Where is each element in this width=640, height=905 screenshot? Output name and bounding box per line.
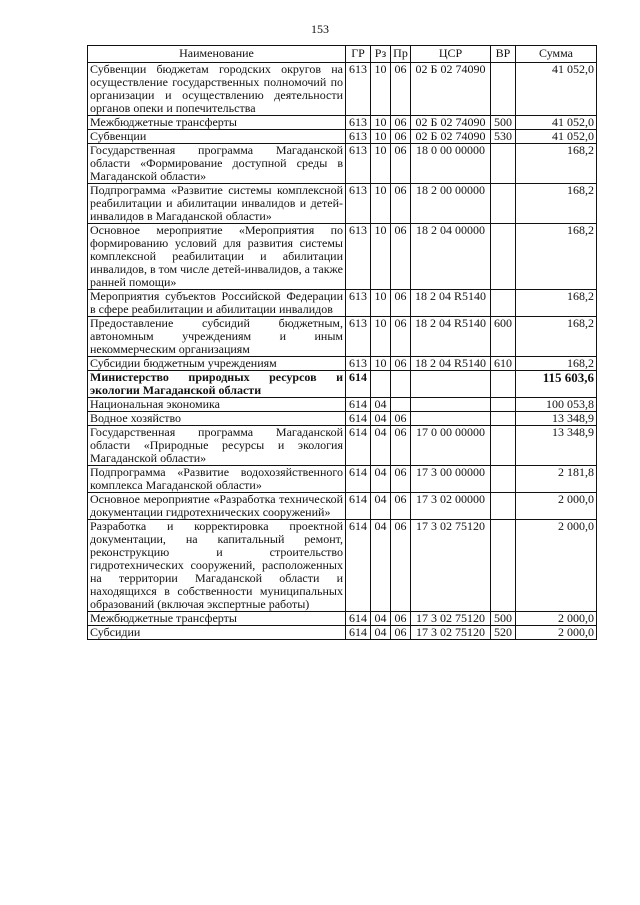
- cell-vr: [491, 184, 516, 224]
- cell-sum: 13 348,9: [516, 426, 597, 466]
- cell-rz: 10: [371, 290, 391, 317]
- table-row: [88, 130, 597, 144]
- cell-name: Субвенции: [88, 130, 346, 144]
- cell-rz: 10: [371, 317, 391, 357]
- cell-gr: 614: [346, 626, 371, 640]
- cell-name: Межбюджетные трансферты: [88, 116, 346, 130]
- table-row: [88, 63, 597, 116]
- cell-name: Субсидии: [88, 626, 346, 640]
- cell-csr: 02 Б 02 74090: [411, 116, 491, 130]
- cell-vr: [491, 144, 516, 184]
- cell-name: Мероприятия субъектов Российской Федерации в сфере реабилитации и абилитации инвалидов: [88, 290, 346, 317]
- cell-name: Подпрограмма «Развитие водохозяйственного комплекса Магаданской области»: [88, 466, 346, 493]
- cell-rz: [371, 371, 391, 398]
- cell-rz: 04: [371, 398, 391, 412]
- cell-sum: 100 053,8: [516, 398, 597, 412]
- table-row: [88, 626, 597, 640]
- cell-pr: 06: [391, 626, 411, 640]
- cell-csr: 18 0 00 00000: [411, 144, 491, 184]
- cell-rz: 10: [371, 184, 391, 224]
- cell-vr: [491, 63, 516, 116]
- cell-csr: 17 3 02 75120: [411, 612, 491, 626]
- cell-sum: 2 000,0: [516, 626, 597, 640]
- table-header-row: [88, 46, 597, 63]
- cell-csr: 17 3 02 75120: [411, 626, 491, 640]
- cell-gr: 613: [346, 290, 371, 317]
- cell-vr: [491, 412, 516, 426]
- table-row: [88, 116, 597, 130]
- cell-vr: 610: [491, 357, 516, 371]
- cell-vr: [491, 426, 516, 466]
- cell-gr: 613: [346, 63, 371, 116]
- cell-rz: 04: [371, 426, 391, 466]
- cell-name: Разработка и корректировка проектной документации, на капитальный ремонт, реконструкцию и строительство гидротехнических сооружений, расположенных на территории Магаданской области и находящихся в собственности муниципальных образований (включая экспертные работы): [88, 520, 346, 612]
- cell-sum: 13 348,9: [516, 412, 597, 426]
- table-row: [88, 357, 597, 371]
- cell-csr: 02 Б 02 74090: [411, 63, 491, 116]
- cell-rz: 04: [371, 493, 391, 520]
- table-row: [88, 466, 597, 493]
- cell-rz: 10: [371, 63, 391, 116]
- cell-rz: 10: [371, 357, 391, 371]
- cell-rz: 10: [371, 130, 391, 144]
- col-header-sum: Сумма: [516, 46, 597, 63]
- cell-gr: 614: [346, 412, 371, 426]
- cell-sum: 168,2: [516, 357, 597, 371]
- cell-sum: 41 052,0: [516, 116, 597, 130]
- cell-sum: 168,2: [516, 290, 597, 317]
- col-header-vr: ВР: [491, 46, 516, 63]
- cell-rz: 10: [371, 224, 391, 290]
- cell-sum: 2 000,0: [516, 493, 597, 520]
- cell-pr: 06: [391, 426, 411, 466]
- cell-pr: 06: [391, 612, 411, 626]
- cell-pr: 06: [391, 116, 411, 130]
- budget-table: [87, 45, 597, 640]
- table-row: [88, 612, 597, 626]
- table-row: [88, 398, 597, 412]
- cell-rz: 10: [371, 116, 391, 130]
- cell-gr: 613: [346, 224, 371, 290]
- cell-gr: 613: [346, 116, 371, 130]
- cell-gr: 613: [346, 317, 371, 357]
- cell-vr: [491, 290, 516, 317]
- cell-vr: 500: [491, 116, 516, 130]
- cell-name: Подпрограмма «Развитие системы комплексной реабилитации и абилитации инвалидов и детей-инвалидов в Магаданской области»: [88, 184, 346, 224]
- cell-sum: 2 000,0: [516, 612, 597, 626]
- cell-csr: 17 3 00 00000: [411, 466, 491, 493]
- cell-gr: 614: [346, 520, 371, 612]
- cell-gr: 614: [346, 371, 371, 398]
- table-row: [88, 224, 597, 290]
- cell-vr: [491, 520, 516, 612]
- cell-csr: 18 2 04 R5140: [411, 357, 491, 371]
- cell-vr: [491, 466, 516, 493]
- cell-vr: 520: [491, 626, 516, 640]
- table-row: [88, 144, 597, 184]
- cell-pr: 06: [391, 466, 411, 493]
- cell-sum: 41 052,0: [516, 63, 597, 116]
- cell-name: Субвенции бюджетам городских округов на осуществление государственных полномочий по организации и осуществлению деятельности органов опеки и попечительства: [88, 63, 346, 116]
- cell-rz: 10: [371, 144, 391, 184]
- cell-vr: [491, 493, 516, 520]
- cell-gr: 614: [346, 493, 371, 520]
- cell-csr: 18 2 04 R5140: [411, 317, 491, 357]
- cell-csr: [411, 371, 491, 398]
- cell-gr: 614: [346, 398, 371, 412]
- table-row: [88, 317, 597, 357]
- table-row: [88, 493, 597, 520]
- cell-gr: 614: [346, 612, 371, 626]
- cell-name: Водное хозяйство: [88, 412, 346, 426]
- cell-csr: [411, 398, 491, 412]
- cell-pr: 06: [391, 144, 411, 184]
- cell-vr: 600: [491, 317, 516, 357]
- cell-sum: 168,2: [516, 317, 597, 357]
- cell-pr: [391, 371, 411, 398]
- cell-name: Национальная экономика: [88, 398, 346, 412]
- cell-csr: 17 0 00 00000: [411, 426, 491, 466]
- table-row: [88, 412, 597, 426]
- cell-sum: 168,2: [516, 144, 597, 184]
- cell-rz: 04: [371, 626, 391, 640]
- cell-csr: [411, 412, 491, 426]
- cell-pr: 06: [391, 224, 411, 290]
- cell-pr: 06: [391, 412, 411, 426]
- cell-sum: 168,2: [516, 184, 597, 224]
- cell-name: Предоставление субсидий бюджетным, автономным учреждениям и иным некоммерческим организациям: [88, 317, 346, 357]
- cell-vr: [491, 224, 516, 290]
- cell-rz: 04: [371, 612, 391, 626]
- table-row: [88, 426, 597, 466]
- cell-name: Субсидии бюджетным учреждениям: [88, 357, 346, 371]
- col-header-gr: ГР: [346, 46, 371, 63]
- cell-gr: 613: [346, 130, 371, 144]
- cell-pr: 06: [391, 130, 411, 144]
- table-row: [88, 290, 597, 317]
- cell-vr: [491, 371, 516, 398]
- page-number: 153: [311, 22, 329, 36]
- cell-gr: 613: [346, 144, 371, 184]
- cell-name: Основное мероприятие «Мероприятия по формированию условий для развития системы комплексной реабилитации и абилитации инвалидов, в том числе детей-инвалидов, а также ранней помощи»: [88, 224, 346, 290]
- cell-name: Государственная программа Магаданской области «Природные ресурсы и экология Магаданской области»: [88, 426, 346, 466]
- cell-gr: 614: [346, 466, 371, 493]
- cell-name: Межбюджетные трансферты: [88, 612, 346, 626]
- cell-pr: [391, 398, 411, 412]
- cell-rz: 04: [371, 466, 391, 493]
- cell-csr: 17 3 02 00000: [411, 493, 491, 520]
- cell-rz: 04: [371, 520, 391, 612]
- table-row: [88, 184, 597, 224]
- cell-sum: 2 181,8: [516, 466, 597, 493]
- table-body: [88, 63, 597, 640]
- cell-vr: 500: [491, 612, 516, 626]
- cell-pr: 06: [391, 290, 411, 317]
- col-header-csr: ЦСР: [411, 46, 491, 63]
- cell-pr: 06: [391, 520, 411, 612]
- table-row: [88, 371, 597, 398]
- cell-vr: [491, 398, 516, 412]
- col-header-rz: Рз: [371, 46, 391, 63]
- cell-name: Основное мероприятие «Разработка технической документации гидротехнических сооружений»: [88, 493, 346, 520]
- cell-pr: 06: [391, 184, 411, 224]
- cell-pr: 06: [391, 63, 411, 116]
- col-header-pr: Пр: [391, 46, 411, 63]
- cell-sum: 2 000,0: [516, 520, 597, 612]
- cell-pr: 06: [391, 317, 411, 357]
- cell-gr: 613: [346, 184, 371, 224]
- cell-sum: 41 052,0: [516, 130, 597, 144]
- cell-sum: 168,2: [516, 224, 597, 290]
- col-header-name: Наименование: [88, 46, 346, 63]
- cell-rz: 04: [371, 412, 391, 426]
- cell-csr: 18 2 00 00000: [411, 184, 491, 224]
- cell-pr: 06: [391, 357, 411, 371]
- cell-gr: 614: [346, 426, 371, 466]
- cell-name: Министерство природных ресурсов и экологии Магаданской области: [88, 371, 346, 398]
- cell-csr: 18 2 04 00000: [411, 224, 491, 290]
- cell-csr: 17 3 02 75120: [411, 520, 491, 612]
- cell-gr: 613: [346, 357, 371, 371]
- table-row: [88, 520, 597, 612]
- cell-vr: 530: [491, 130, 516, 144]
- cell-sum: 115 603,6: [516, 371, 597, 398]
- cell-csr: 02 Б 02 74090: [411, 130, 491, 144]
- cell-csr: 18 2 04 R5140: [411, 290, 491, 317]
- cell-name: Государственная программа Магаданской области «Формирование доступной среды в Магаданской области»: [88, 144, 346, 184]
- cell-pr: 06: [391, 493, 411, 520]
